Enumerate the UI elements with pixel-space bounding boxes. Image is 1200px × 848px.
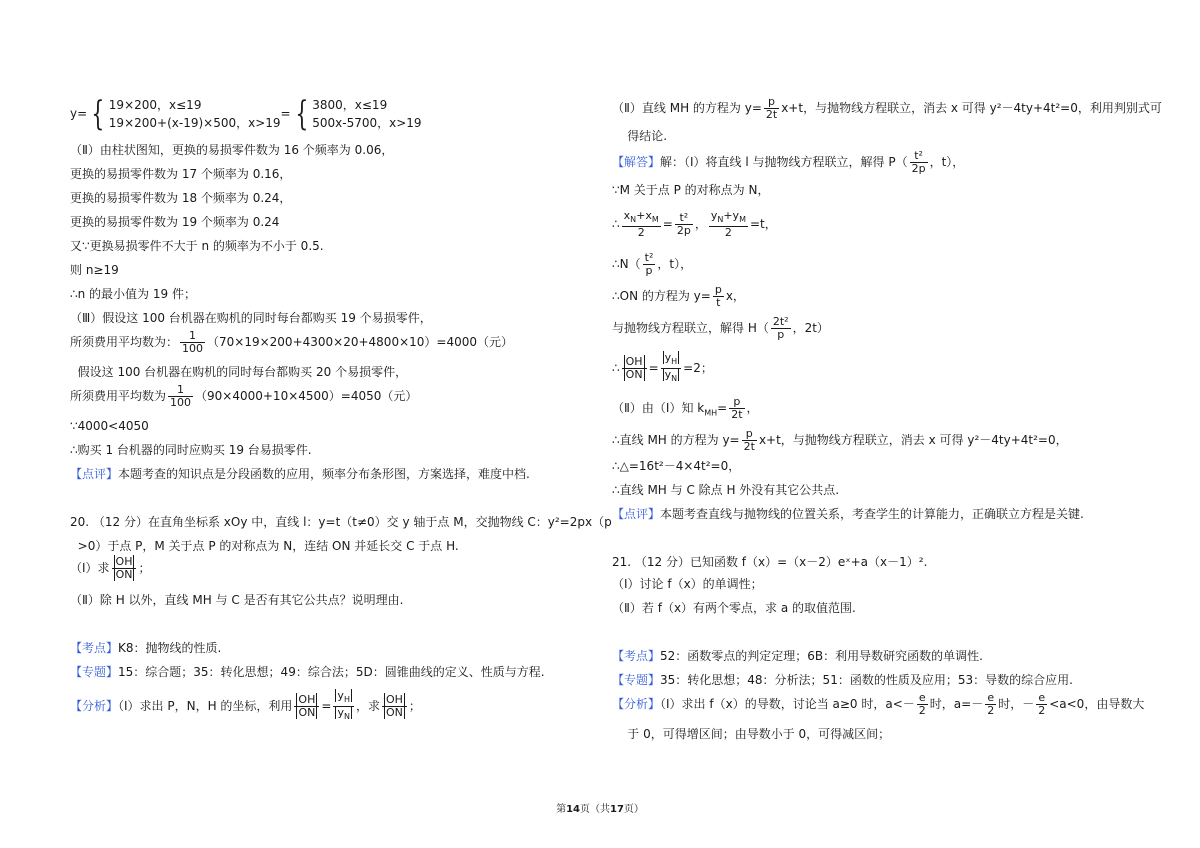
cost-line-20: 所须费用平均数为 $\frac{1}{100}$ （90×4000+10×4500）=4050（元） bbox=[70, 383, 418, 409]
fraction-oh-on: $\frac{OH}{ON}$ bbox=[112, 556, 137, 581]
fraction-oh-on: $\frac{OH}{ON}$ bbox=[294, 694, 319, 719]
text-line: ∵M 关于点 P 的对称点为 N， bbox=[612, 183, 770, 197]
page-footer: 第14页（共17页） bbox=[556, 804, 644, 815]
case2-bottom: 500x-5700，x>19 bbox=[312, 116, 422, 130]
fraction-t2-2p: $\frac{\text{t²}}{2p}$ bbox=[911, 149, 926, 175]
fenxi-line: 【分析】（Ⅰ）求出 P，N，H 的坐标，利用 $\frac{OH}{ON}$ = $\frac{y_H}{y_N}$ ，求 $\frac{OH}{ON}$ ； bbox=[70, 689, 421, 722]
fraction-oh-on: $\frac{OH}{ON}$ bbox=[382, 694, 407, 719]
text-line: ∴直线 MH 与 C 除点 H 外没有其它公共点. bbox=[612, 483, 840, 497]
piecewise-function: y= { 19×200，x≤19 19×200+(x-19)×500，x>19= { 3800，x≤19 500x-5700，x>19 bbox=[70, 94, 422, 134]
text-line: （Ⅲ）假设这 100 台机器在购机的同时每台都购买 19 个易损零件， bbox=[70, 311, 432, 325]
slope-mh: （Ⅱ）由（Ⅰ）知 $k_{MH}=$ $\frac{p}{2t}$ ， bbox=[612, 395, 759, 421]
question-20-cont: >0）于点 P，M 关于点 P 的对称点为 N，连结 ON 并延长交 C 于点 H. bbox=[77, 539, 459, 553]
text-line: 假设这 100 台机器在购机的同时每台都购买 20 个易损零件， bbox=[77, 365, 408, 379]
case2-top: 3800，x≤19 bbox=[312, 98, 388, 112]
question-21-part2: （Ⅱ）若 f（x）有两个零点，求 a 的取值范围. bbox=[612, 601, 856, 615]
page-number: 14 bbox=[566, 804, 580, 815]
comment-tag: 【点评】 bbox=[70, 467, 119, 481]
point-h: 与抛物线方程联立，解得 H（ $\frac{\text{2t²}}{p}$ ，2t） bbox=[612, 315, 829, 341]
kaodian-line: 【考点】K8：抛物线的性质. bbox=[70, 641, 222, 655]
page-total: 17 bbox=[610, 804, 624, 815]
kaodian-line: 【考点】52：函数零点的判定定理；6B：利用导数研究函数的单调性. bbox=[612, 649, 983, 663]
text-line: 更换的易损零件数为 17 个频率为 0.16， bbox=[70, 167, 292, 181]
point-n: ∴N（ $\frac{\text{t²}}{p}$ ，t）， bbox=[612, 251, 693, 277]
text-line: ∵4000<4050 bbox=[70, 419, 149, 433]
question-21-part1: （Ⅰ）讨论 f（x）的单调性； bbox=[612, 577, 763, 591]
text-line: ∴n 的最小值为 19 件； bbox=[70, 287, 196, 301]
text-line: 又∵更换易损零件不大于 n 的频率为不小于 0.5. bbox=[70, 239, 324, 253]
case1-bottom: 19×200+(x-19)×500，x>19 bbox=[108, 116, 281, 130]
zhuanti-line: 【专题】15：综合题；35：转化思想；49：综合法；5D：圆锥曲线的定义、性质与方程. bbox=[70, 665, 545, 679]
zhuanti-line: 【专题】35：转化思想；48：分析法；51：函数的性质及应用；53：导数的综合应用. bbox=[612, 673, 1073, 687]
comment-line: 【点评】本题考查直线与抛物线的位置关系，考查学生的计算能力，正确联立方程是关键. bbox=[612, 507, 1084, 521]
midpoint-equation: ∴ $\frac{x_N+x_M}{2}$ = $\frac{\text{t²}}{2p}$ ， $\frac{y_N+y_M}{2}$ =t， bbox=[612, 209, 777, 240]
text-line: 更换的易损零件数为 19 个频率为 0.24 bbox=[70, 215, 280, 229]
text-line: 则 n≥19 bbox=[70, 263, 119, 277]
case1-top: 19×200，x≤19 bbox=[108, 98, 202, 112]
analysis-part2: （Ⅱ）直线 MH 的方程为 y= $\frac{p}{2t}$ x+t，与抛物线方程联立，消去 x 可得 y²－4ty+4t²=0，利用判别式可 bbox=[612, 95, 1162, 121]
text-line: 更换的易损零件数为 18 个频率为 0.24， bbox=[70, 191, 292, 205]
question-21: 21. （12 分）已知函数 f（x）=（x－2）eˣ+a（x－1）². bbox=[612, 555, 928, 569]
ratio-result: ∴ $\frac{OH}{ON}$ = $\frac{y_H}{y_N}$ =2； bbox=[612, 351, 713, 384]
solution-line: 【解答】解：（Ⅰ）将直线 l 与抛物线方程联立，解得 P（ $\frac{\text{t²}}{2p}$ ，t）， bbox=[612, 149, 965, 175]
text-line: ∴△=16t²－4×4t²=0， bbox=[612, 459, 741, 473]
text-line: 于 0，可得增区间；由导数小于 0，可得减区间； bbox=[627, 727, 891, 741]
question-20-part1: （Ⅰ）求 $\frac{OH}{ON}$ ； bbox=[70, 555, 151, 581]
text-line: 得结论. bbox=[627, 129, 668, 143]
text-line: （Ⅱ）由柱状图知，更换的易损零件数为 16 个频率为 0.06， bbox=[70, 143, 394, 157]
line-on: ∴ON 的方程为 y= $\frac{p}{t}$ x， bbox=[612, 283, 745, 309]
line-mh: ∴直线 MH 的方程为 y= $\frac{p}{2t}$ x+t，与抛物线方程联立，消去 x 可得 y²－4ty+4t²=0， bbox=[612, 427, 1068, 453]
fraction-p-2t: $\frac{p}{2t}$ bbox=[765, 95, 778, 121]
fraction: $\frac{1}{100}$ bbox=[182, 329, 204, 355]
text-line: ∴购买 1 台机器的同时应购买 19 台易损零件. bbox=[70, 443, 312, 457]
cost-line-19: 所须费用平均数为： $\frac{1}{100}$ （70×19×200+4300×20+4800×10）=4000（元） bbox=[70, 329, 513, 355]
fenxi-line: 【分析】（Ⅰ）求出 f（x）的导数，讨论当 a≥0 时，a<－ $\frac{e}{2}$ 时，a=－ $\frac{e}{2}$ 时，－ $\frac{e}{2}$ <a<0，由导数大 bbox=[612, 691, 1145, 717]
fraction-yh-yn: $\frac{y_H}{y_N}$ bbox=[333, 690, 354, 723]
question-20: 20. （12 分）在直角坐标系 xOy 中，直线 l：y=t（t≠0）交 y 轴于点 M，交抛物线 C：y²=2px（p bbox=[70, 515, 612, 529]
comment-line: 【点评】本题考查的知识点是分段函数的应用，频率分布条形图，方案选择，难度中档. bbox=[70, 467, 530, 481]
fraction: $\frac{1}{100}$ bbox=[170, 383, 192, 409]
question-20-part2: （Ⅱ）除 H 以外，直线 MH 与 C 是否有其它公共点？说明理由. bbox=[70, 593, 404, 607]
